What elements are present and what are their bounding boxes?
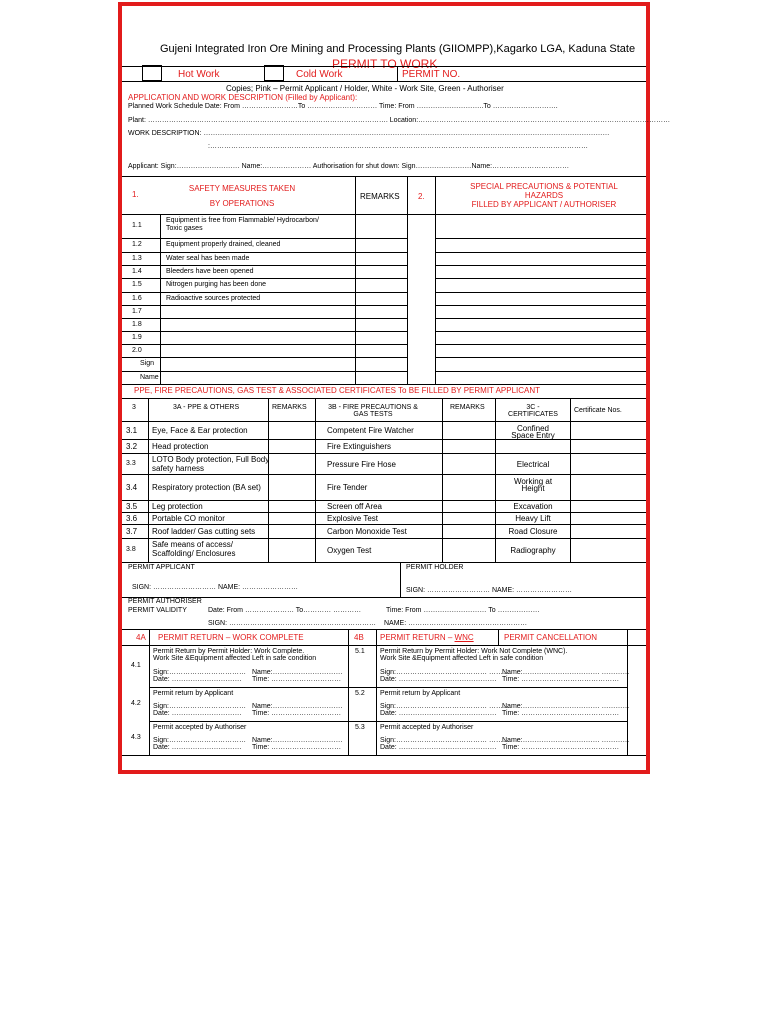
fire-remarks-cell[interactable] [443, 453, 495, 474]
return-sign-field-a[interactable]: Sign:…………………………… [153, 737, 246, 744]
certificate-number-cell[interactable] [571, 524, 646, 538]
holder-sign-name-field[interactable]: SIGN: ……………………… NAME: …………………… [406, 587, 573, 594]
safety-remarks-cell[interactable] [356, 331, 407, 344]
fire-precaution-text: Oxygen Test [327, 546, 372, 555]
work-description-field[interactable]: WORK DESCRIPTION: ………………………………………………………………………………………………………………………………………………………… [128, 130, 610, 137]
validity-date-field[interactable]: Date: From ………………… To………… ………… [208, 607, 362, 614]
row-divider [122, 292, 407, 293]
ppe-item-text: LOTO Body protection, Full Body [152, 455, 270, 464]
row-divider [122, 371, 407, 372]
row-divider [435, 371, 646, 372]
row-divider [435, 252, 646, 253]
ppe-row-number: 3.1 [126, 426, 138, 435]
special-precautions-cell[interactable] [436, 214, 646, 238]
row-divider [122, 474, 646, 475]
special-precautions-cell[interactable] [436, 318, 646, 331]
ppe-row-number: 3.2 [126, 442, 138, 451]
safety-remarks-cell[interactable] [356, 278, 407, 292]
row-divider [435, 305, 646, 306]
permit-holder-label: PERMIT HOLDER [406, 564, 464, 571]
hot-work-label: Hot Work [178, 69, 220, 80]
return-time-field-b[interactable]: Time: …………………………………… [502, 744, 620, 751]
return-name-field-a[interactable]: Name:………………………… [252, 703, 343, 710]
validity-time-field[interactable]: Time: From ……………………… To ……………… [386, 607, 540, 614]
special-precautions-heading: SPECIAL PRECAUTIONS & POTENTIAL [470, 182, 618, 191]
fire-precaution-text: Pressure Fire Hose [327, 459, 396, 469]
ppe-remarks-cell[interactable] [269, 524, 315, 538]
ppe-remarks-cell[interactable] [269, 421, 315, 439]
return-row-number-a: 4.2 [131, 700, 141, 707]
certificate-text: Working at [513, 477, 553, 486]
return-name-field-b[interactable]: Name:…………………………… ………… [502, 703, 630, 710]
work-schedule-field[interactable]: Planned Work Schedule Date: From ……………………To ………………………… Time: From ………………………..To ………………………. [128, 103, 558, 110]
fire-remarks-cell[interactable] [443, 439, 495, 453]
row-divider [435, 278, 646, 279]
return-name-field-a[interactable]: Name:………………………… [252, 737, 343, 744]
row-divider [122, 318, 407, 319]
safety-measure-text: Nitrogen purging has been done [166, 281, 267, 288]
section-2-number: 2. [418, 192, 425, 201]
return-date-field-a[interactable]: Date: ………………………… [153, 710, 242, 717]
special-precautions-cell[interactable] [436, 265, 646, 278]
certificate-nos-heading: Certificate Nos. [574, 407, 622, 414]
safety-remarks-cell[interactable] [356, 371, 407, 384]
return-row-number-b: 5.1 [355, 648, 365, 655]
ppe-remarks-cell[interactable] [269, 439, 315, 453]
return-sign-field-b[interactable]: Sign:………………………………… ……… [380, 703, 510, 710]
ppe-item-text-2: safety harness [152, 464, 205, 473]
section-3-number: 3 [132, 404, 136, 411]
ppe-row-number: 3.6 [126, 514, 138, 523]
wnc-heading: PERMIT RETURN – WNC [380, 633, 474, 642]
special-precautions-cell[interactable] [436, 331, 646, 344]
ppe-remarks-cell[interactable] [269, 538, 315, 562]
applicant-sign-name-field[interactable]: SIGN: ……………………… NAME: …………………… [132, 584, 299, 591]
fire-remarks-heading: REMARKS [450, 404, 485, 411]
special-precautions-cell[interactable] [436, 371, 646, 384]
section-4a-number: 4A [136, 633, 146, 642]
permit-number-label: PERMIT NO. [402, 69, 461, 80]
copies-note: Copies; Pink – Permit Applicant / Holder, White - Work Site, Green - Authoriser [226, 84, 504, 93]
certificate-text: Road Closure [508, 527, 558, 536]
row-divider [435, 292, 646, 293]
permit-applicant-label: PERMIT APPLICANT [128, 564, 195, 571]
safety-row-number: 1.2 [132, 241, 142, 248]
return-sign-field-b[interactable]: Sign:………………………………… ……… [380, 669, 510, 676]
row-divider [435, 238, 646, 239]
return-time-field-b[interactable]: Time: …………………………………… [502, 676, 620, 683]
fire-precautions-heading: 3B - FIRE PRECAUTIONS & [328, 404, 418, 411]
return-date-field-a[interactable]: Date: ………………………… [153, 744, 242, 751]
return-time-field-a[interactable]: Time: ………………………… [252, 744, 342, 751]
return-time-field-a[interactable]: Time: ………………………… [252, 676, 342, 683]
row-divider [122, 500, 646, 501]
return-name-field-b[interactable]: Name:…………………………… ………… [502, 737, 630, 744]
return-row-number-b: 5.2 [355, 690, 365, 697]
ppe-remarks-heading: REMARKS [272, 404, 307, 411]
ppe-remarks-cell[interactable] [269, 512, 315, 524]
ppe-item-text: Safe means of access/ [152, 540, 233, 549]
safety-remarks-cell[interactable] [356, 252, 407, 265]
safety-remarks-cell[interactable] [356, 357, 407, 371]
fire-precaution-text: Competent Fire Watcher [327, 426, 414, 435]
safety-row-number: 1.4 [132, 267, 142, 275]
certificate-number-cell[interactable] [571, 512, 646, 524]
safety-measure-text: Water seal has been made [166, 255, 250, 262]
safety-measure-text: Equipment is free from Flammable/ Hydrocarbon/ [166, 217, 319, 224]
safety-remarks-cell[interactable] [356, 305, 407, 318]
special-precautions-heading-2: HAZARDS [524, 191, 564, 200]
row-divider [435, 344, 646, 345]
safety-measure-text: Bleeders have been opened [166, 268, 254, 275]
special-precautions-cell[interactable] [436, 238, 646, 252]
safety-measure-text: Equipment properly drained, cleaned [166, 241, 281, 248]
certificates-heading-2: CERTIFICATES [508, 411, 558, 418]
certificate-number-cell[interactable] [571, 500, 646, 512]
fire-precautions-heading-2: GAS TESTS [353, 411, 393, 418]
row-divider [122, 357, 407, 358]
return-row-label-b: Permit Return by Permit Holder: Work Not Complete (WNC). [380, 648, 568, 655]
cold-work-checkbox[interactable] [264, 65, 284, 81]
certificate-number-cell[interactable] [571, 439, 646, 453]
row-divider [122, 512, 646, 513]
fire-remarks-cell[interactable] [443, 538, 495, 562]
ppe-item-text: Portable CO monitor [152, 514, 225, 523]
return-sign-field-a[interactable]: Sign:…………………………… [153, 703, 246, 710]
fire-precaution-text: Explosive Test [327, 514, 378, 523]
row-divider [122, 439, 646, 440]
row-divider [435, 331, 646, 332]
row-divider [122, 453, 646, 454]
ppe-remarks-cell[interactable] [269, 453, 315, 474]
safety-row-number: 1.8 [132, 320, 142, 328]
fire-remarks-cell[interactable] [443, 474, 495, 500]
special-precautions-cell[interactable] [436, 357, 646, 371]
special-precautions-cell[interactable] [436, 344, 646, 357]
return-time-field-b[interactable]: Time: …………………………………… [502, 710, 620, 717]
certificate-number-cell[interactable] [571, 474, 646, 500]
section-1-number: 1. [132, 190, 139, 199]
safety-remarks-cell[interactable] [356, 238, 407, 252]
ppe-section-heading: PPE, FIRE PRECAUTIONS, GAS TEST & ASSOCIATED CERTIFICATES To BE FILLED BY PERMIT APPLICANT [134, 386, 541, 395]
certificate-text: Confined [516, 424, 550, 433]
ppe-others-heading: 3A - PPE & OTHERS [173, 404, 240, 411]
form-title: PERMIT TO WORK [332, 57, 438, 71]
row-divider [122, 278, 407, 279]
ppe-item-text: Roof ladder/ Gas cutting sets [152, 527, 256, 536]
work-complete-heading: PERMIT RETURN – WORK COMPLETE [158, 633, 304, 642]
safety-measure-text-2: Toxic gases [166, 225, 203, 232]
certificate-number-cell[interactable] [571, 421, 646, 439]
section-4b-number: 4B [354, 633, 364, 642]
return-name-field-a[interactable]: Name:………………………… [252, 669, 343, 676]
safety-row-number: Name [140, 373, 159, 381]
return-row-number-b: 5.3 [355, 724, 365, 731]
fire-precaution-text: Carbon Monoxide Test [327, 527, 407, 536]
ppe-item-text: Respiratory protection (BA set) [152, 483, 261, 492]
fire-remarks-cell[interactable] [443, 512, 495, 524]
certificate-text-2: Height [521, 484, 545, 493]
safety-measure-text: Radioactive sources protected [166, 295, 261, 302]
special-precautions-heading-3: FILLED BY APPLICANT / AUTHORISER [471, 200, 617, 209]
row-divider [435, 357, 646, 358]
ppe-item-text: Leg protection [152, 502, 203, 511]
special-precautions-cell[interactable] [436, 278, 646, 292]
return-date-field-b[interactable]: Date: …………………………………… [380, 676, 497, 683]
fire-remarks-cell[interactable] [443, 421, 495, 439]
row-divider [122, 538, 646, 539]
certificate-text: Electrical [516, 459, 550, 469]
return-row-label-b: Permit return by Applicant [380, 690, 461, 697]
ppe-row-number: 3.8 [126, 546, 136, 553]
fire-precaution-text: Fire Tender [327, 483, 368, 492]
return-row-label-b-2: Work Site &Equipment affected Left in safe condition [380, 655, 544, 662]
safety-remarks-cell[interactable] [356, 344, 407, 357]
return-date-field-b[interactable]: Date: …………………………………… [380, 744, 497, 751]
safety-measures-heading: SAFETY MEASURES TAKEN [188, 184, 296, 193]
authoriser-sign-field[interactable]: SIGN: ……………………………………………………… [208, 620, 377, 627]
return-sign-field-a[interactable]: Sign:…………………………… [153, 669, 246, 676]
return-sign-field-b[interactable]: Sign:………………………………… ……… [380, 737, 510, 744]
safety-row-number: 1.3 [132, 254, 142, 262]
return-row-label-a-2: Work Site &Equipment affected Left in safe condition [153, 655, 317, 662]
work-description-field-2[interactable]: :……………………………………………………………………………………………………………………………………………… [208, 143, 588, 150]
ppe-item-text: Eye, Face & Ear protection [152, 426, 248, 435]
ppe-row-number: 3.5 [126, 502, 138, 511]
return-name-field-b[interactable]: Name:…………………………… ………… [502, 669, 630, 676]
row-divider [435, 265, 646, 266]
safety-remarks-cell[interactable] [356, 292, 407, 305]
return-row-number-a: 4.3 [131, 734, 141, 741]
fire-remarks-cell[interactable] [443, 500, 495, 512]
certificate-text: Excavation [513, 502, 553, 511]
certificate-text-2: Space Entry [511, 431, 555, 440]
remarks-heading: REMARKS [360, 192, 400, 201]
safety-measures-heading-2: BY OPERATIONS [209, 199, 275, 208]
ppe-row-number: 3.7 [126, 527, 138, 536]
permit-cancellation-heading: PERMIT CANCELLATION [504, 633, 598, 642]
safety-row-number: Sign [140, 360, 155, 367]
row-divider [122, 305, 407, 306]
cold-work-label: Cold Work [296, 69, 343, 80]
safety-remarks-cell[interactable] [356, 265, 407, 278]
certificate-text: Radiography [510, 546, 556, 555]
ppe-item-text: Head protection [152, 442, 209, 451]
application-heading: APPLICATION AND WORK DESCRIPTION (Filled by Applicant): [128, 93, 358, 102]
special-precautions-cell[interactable] [436, 292, 646, 305]
return-date-field-a[interactable]: Date: ………………………… [153, 676, 242, 683]
ppe-row-number: 3.4 [126, 483, 138, 492]
special-precautions-cell[interactable] [436, 252, 646, 265]
fire-precaution-text: Fire Extinguishers [327, 442, 392, 451]
certificates-heading: 3C - [526, 404, 540, 411]
safety-row-number: 2.0 [132, 346, 142, 354]
safety-row-number: 1.9 [132, 333, 142, 341]
certificate-number-cell[interactable] [571, 538, 646, 562]
safety-remarks-cell[interactable] [356, 214, 407, 238]
row-divider [122, 238, 407, 239]
safety-remarks-cell[interactable] [356, 318, 407, 331]
return-row-number-a: 4.1 [131, 662, 141, 669]
authoriser-name-field[interactable]: NAME: …………………………………………… [384, 620, 528, 627]
row-divider [122, 265, 407, 266]
return-row-label-a: Permit Return by Permit Holder: Work Complete. [153, 648, 305, 655]
safety-row-number: 1.7 [132, 307, 142, 315]
return-row-label-a: Permit return by Applicant [153, 690, 234, 697]
hot-work-checkbox[interactable] [142, 65, 162, 81]
row-divider [122, 524, 646, 525]
row-divider [122, 344, 407, 345]
return-row-label-b: Permit accepted by Authoriser [380, 724, 474, 731]
row-divider [149, 687, 627, 688]
fire-remarks-cell[interactable] [443, 524, 495, 538]
return-date-field-b[interactable]: Date: …………………………………… [380, 710, 497, 717]
ppe-remarks-cell[interactable] [269, 500, 315, 512]
applicant-sign-field[interactable]: Applicant: Sign:……………………… Name:………………… Authorisation for shut down: Sign……………………Name:…………………………… [128, 163, 570, 170]
permit-validity-label: PERMIT VALIDITY [128, 607, 187, 614]
row-divider [122, 252, 407, 253]
special-precautions-cell[interactable] [436, 305, 646, 318]
return-row-label-a: Permit accepted by Authoriser [153, 724, 247, 731]
company-name: Gujeni Integrated Iron Ore Mining and Processing Plants (GIIOMPP),Kagarko LGA, Kaduna State [160, 43, 636, 55]
row-divider [149, 721, 627, 722]
row-divider [122, 331, 407, 332]
ppe-row-number: 3.3 [126, 459, 136, 467]
permit-form [118, 2, 671, 774]
safety-row-number: 1.5 [132, 281, 142, 288]
safety-row-number: 1.6 [132, 294, 142, 302]
safety-row-number: 1.1 [132, 222, 142, 229]
fire-precaution-text: Screen off Area [327, 502, 382, 511]
certificate-text: Heavy Lift [515, 514, 551, 523]
row-divider [435, 318, 646, 319]
ppe-remarks-cell[interactable] [269, 474, 315, 500]
return-time-field-a[interactable]: Time: ………………………… [252, 710, 342, 717]
permit-authoriser-label: PERMIT AUTHORISER [128, 598, 202, 605]
ppe-item-text-2: Scaffolding/ Enclosures [152, 549, 236, 558]
certificate-number-cell[interactable] [571, 453, 646, 474]
plant-location-field[interactable]: Plant: …………………………………………………………………………………………. Location:……………………………………………………………………………………………… [128, 117, 671, 124]
